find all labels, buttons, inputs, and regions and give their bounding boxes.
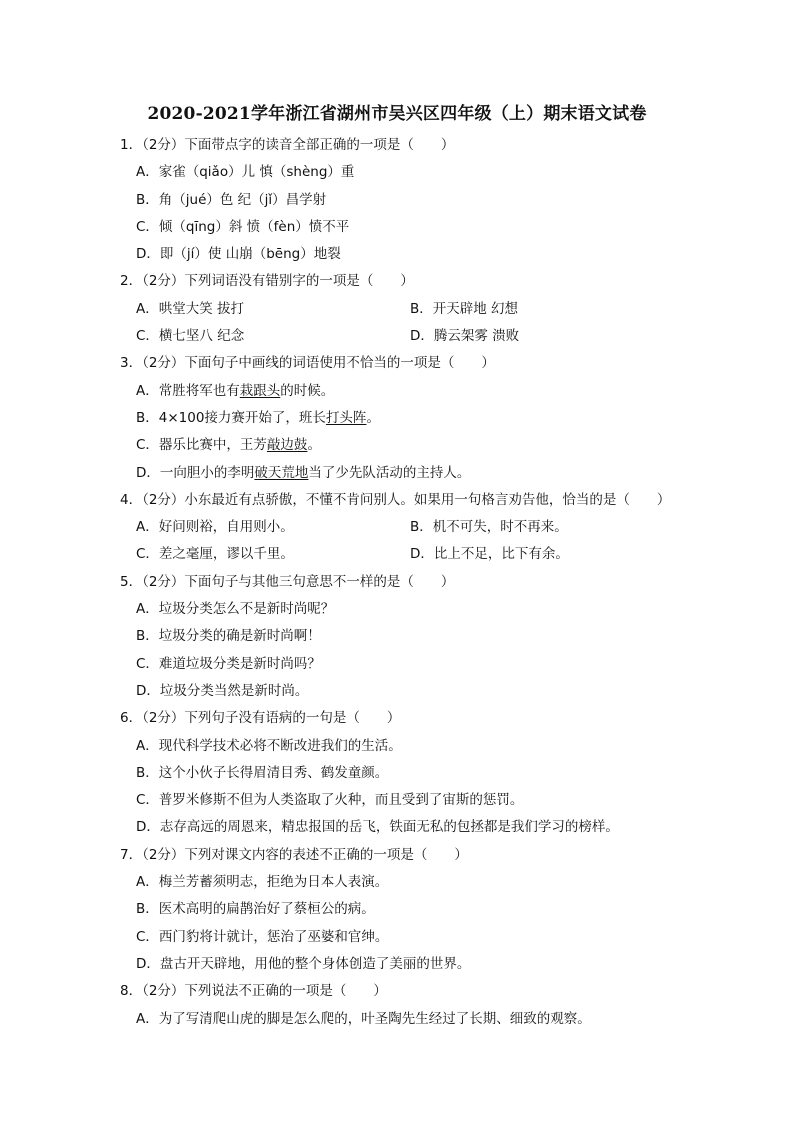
- underlined-word: 破天荒地: [254, 464, 309, 481]
- question-2-option-c: C．横七坚八 纪念: [136, 328, 245, 345]
- question-6-option-c: C．普罗米修斯不但为人类盗取了火种，而且受到了宙斯的惩罚。: [136, 792, 524, 809]
- question-4-stem: 4．（2分）小东最近有点骄傲，不懂不肯问别人。如果用一句格言劝告他，恰当的是（ ）: [120, 491, 671, 508]
- option-text: 。: [307, 437, 321, 454]
- question-3-option-b: [120, 405, 720, 432]
- option-text: 当了少先队活动的主持人。: [308, 464, 471, 481]
- question-4-option-c: C．差之毫厘，谬以千里。: [136, 546, 294, 563]
- question-3-option-d: [120, 460, 720, 487]
- option-text: 的时候。: [280, 382, 335, 399]
- question-4-options-row-2: [120, 541, 720, 568]
- underlined-word: 敲边鼓: [266, 437, 308, 454]
- page-title: 2020-2021学年浙江省湖州市吴兴区四年级（上）期末语文试卷: [147, 104, 647, 124]
- option-text: D．一向胆小的李明: [136, 464, 255, 481]
- question-6-option-d: D．志存高远的周恩来，精忠报国的岳飞，铁面无私的包拯都是我们学习的榜样。: [136, 819, 619, 836]
- question-1-option-b: B．角（jué）色 纪（jǐ）昌学射: [136, 191, 327, 208]
- question-7-option-a: A．梅兰芳蓄须明志，拒绝为日本人表演。: [136, 874, 389, 891]
- question-3-option-c: [120, 432, 720, 459]
- question-4-options-row-1: [120, 514, 720, 541]
- question-5-option-c: C．难道垃圾分类是新时尚吗？: [136, 655, 321, 672]
- question-4-option-d: D．比上不足，比下有余。: [410, 546, 569, 563]
- question-1-stem: 1．（2分）下面带点字的读音全部正确的一项是（ ）: [120, 137, 455, 153]
- option-text: 。: [366, 409, 380, 426]
- option-text: C．器乐比赛中，王芳: [136, 437, 267, 454]
- question-4-option-a: A．好问则裕，自用则小。: [136, 519, 294, 536]
- question-2-stem: 2．（2分）下列词语没有错别字的一项是（ ）: [120, 273, 414, 290]
- question-5-option-a: A．垃圾分类怎么不是新时尚呢？: [136, 601, 335, 618]
- question-4-option-b: B．机不可失，时不再来。: [410, 519, 568, 536]
- question-5-stem: 5．（2分）下面句子与其他三句意思不一样的是（ ）: [120, 573, 455, 590]
- question-7-option-d: D．盘古开天辟地，用他的整个身体创造了美丽的世界。: [136, 955, 471, 972]
- underlined-word: 栽跟头: [239, 382, 281, 399]
- question-2-option-d: D．腾云架雾 溃败: [410, 328, 520, 345]
- question-1-option-c: C．倾（qīng）斜 愤（fèn）愤不平: [136, 218, 350, 235]
- question-5-option-d: D．垃圾分类当然是新时尚。: [136, 682, 309, 699]
- option-text: B．4×100接力赛开始了，班长: [136, 409, 326, 426]
- question-3-stem: 3．（2分）下面句子中画线的词语使用不恰当的一项是（ ）: [120, 355, 495, 372]
- question-7-stem: 7．（2分）下列对课文内容的表述不正确的一项是（ ）: [120, 846, 468, 863]
- question-2-option-b: B．开天辟地 幻想: [410, 300, 519, 317]
- question-6-option-b: B．这个小伙子长得眉清目秀、鹤发童颜。: [136, 764, 389, 781]
- question-5-option-b: B．垃圾分类的确是新时尚啊！: [136, 628, 321, 645]
- question-6-option-a: A．现代科学技术必将不断改进我们的生活。: [136, 737, 402, 754]
- question-2-options-row-1: [120, 296, 720, 323]
- question-1-option-d: D．即（jí）使 山崩（bēng）地裂: [136, 246, 341, 263]
- question-1-option-a: A．家雀（qiǎo）儿 慎（shèng）重: [136, 164, 355, 181]
- question-2-option-a: A．哄堂大笑 拔打: [136, 300, 245, 317]
- question-2-options-row-2: [120, 323, 720, 350]
- option-text: A．常胜将军也有: [136, 382, 240, 399]
- underlined-word: 打头阵: [325, 409, 367, 426]
- question-list: [120, 132, 720, 1033]
- question-7-option-b: B．医术高明的扁鹊治好了蔡桓公的病。: [136, 901, 375, 918]
- question-8-option-a: A．为了写清爬山虎的脚是怎么爬的，叶圣陶先生经过了长期、细致的观察。: [136, 1010, 591, 1027]
- question-6-stem: 6．（2分）下列句子没有语病的一句是（ ）: [120, 710, 401, 727]
- question-8-stem: 8．（2分）下列说法不正确的一项是（ ）: [120, 983, 387, 1000]
- question-3-option-a: [120, 378, 720, 405]
- question-7-option-c: C．西门豹将计就计，惩治了巫婆和官绅。: [136, 928, 389, 945]
